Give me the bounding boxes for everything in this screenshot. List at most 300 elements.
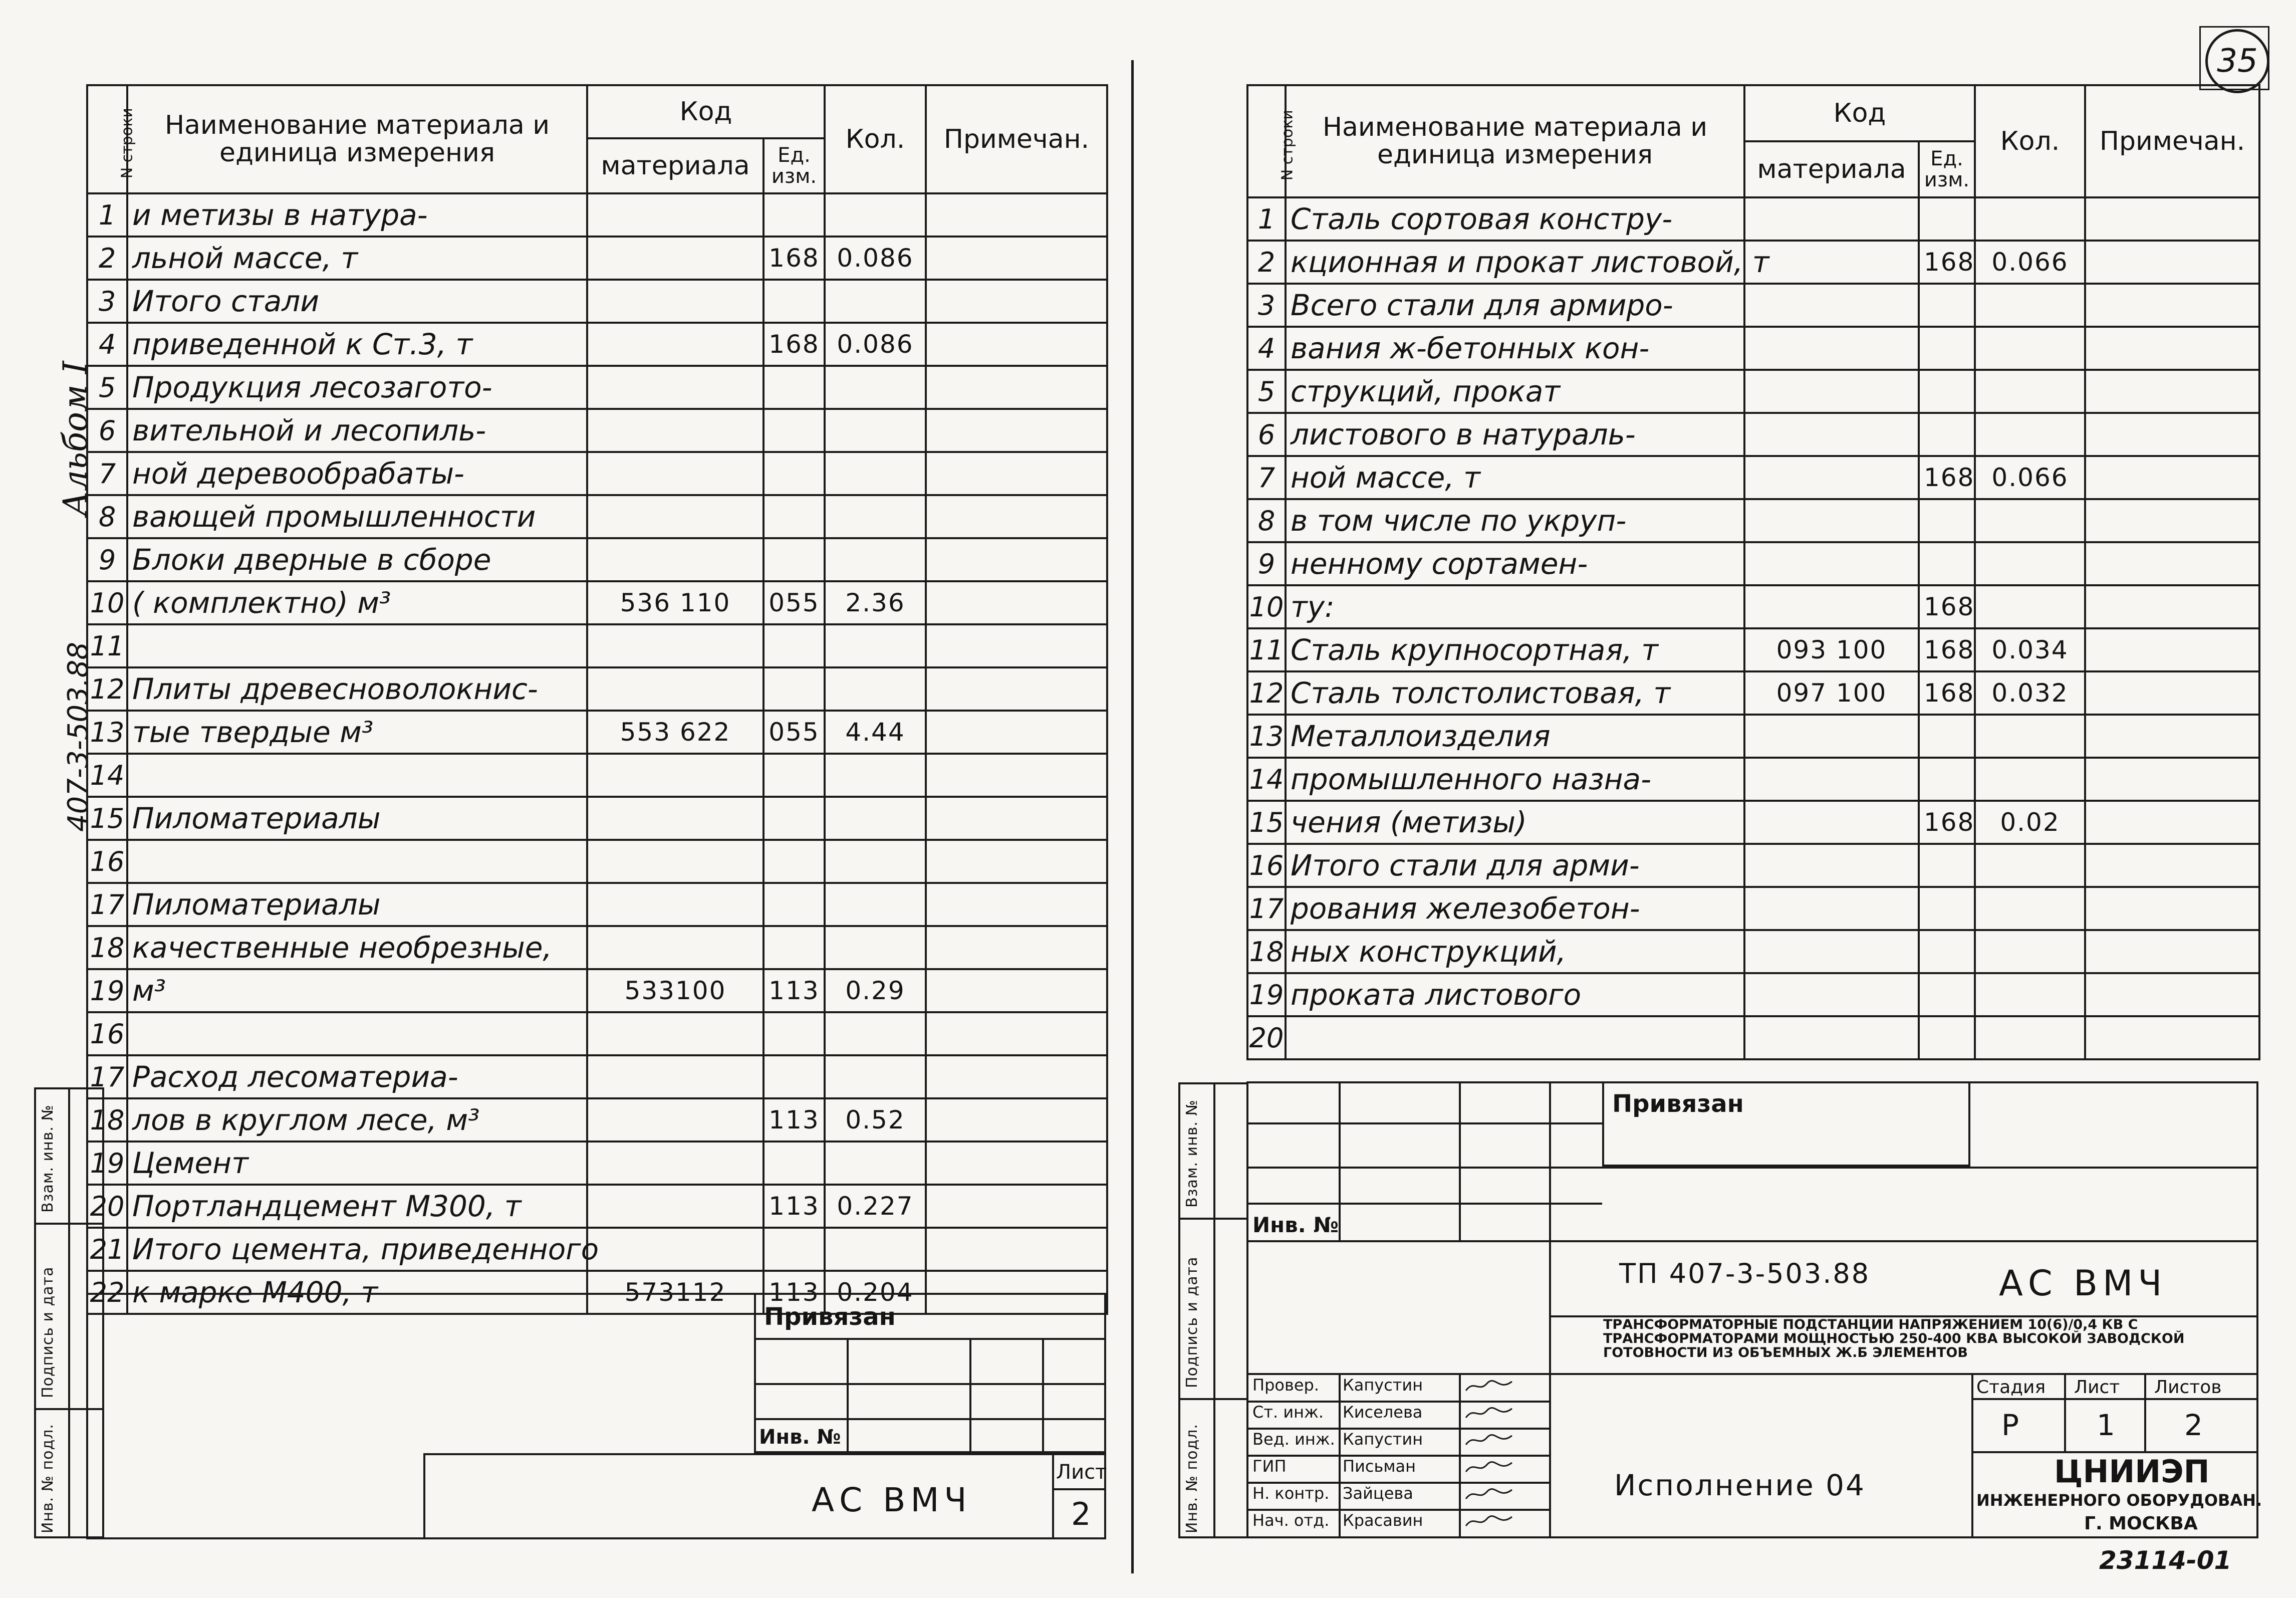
row-note xyxy=(926,538,1107,581)
right-spec-table xyxy=(1246,84,2260,1060)
table-row xyxy=(1247,715,2259,758)
table-row xyxy=(1247,887,2259,930)
row-note xyxy=(926,1142,1107,1185)
row-number: 18 xyxy=(87,1098,127,1142)
row-unit xyxy=(763,926,825,969)
page-number-frame xyxy=(2199,26,2269,90)
row-qty xyxy=(1975,413,2085,456)
right-stamp-org-divider xyxy=(1971,1453,1973,1538)
row-qty: 0.086 xyxy=(825,323,926,366)
row-unit xyxy=(763,1142,825,1185)
table-row xyxy=(87,711,1107,754)
table-row xyxy=(87,237,1107,280)
row-number: 19 xyxy=(1247,973,1286,1016)
row-unit xyxy=(763,538,825,581)
right-stamp-org-2: ИНЖЕНЕРНОГО ОБОРУДОВАН. xyxy=(1976,1491,2262,1510)
row-note xyxy=(2085,887,2259,930)
left-stamp-vline-1 xyxy=(847,1338,849,1453)
right-stamp-privyazan: Привязан xyxy=(1612,1090,1744,1118)
row-unit xyxy=(763,495,825,538)
row-name: Портландцемент М300, т xyxy=(127,1185,587,1228)
row-code xyxy=(1744,1016,1919,1059)
row-number: 3 xyxy=(87,280,127,323)
row-code xyxy=(587,1098,763,1142)
row-code xyxy=(1744,327,1919,370)
row-unit: 113 xyxy=(763,1098,825,1142)
row-qty xyxy=(1975,197,2085,241)
row-number: 12 xyxy=(1247,671,1286,715)
table-row xyxy=(1247,499,2259,542)
row-note xyxy=(926,495,1107,538)
row-unit: 168 xyxy=(1919,671,1975,715)
row-unit xyxy=(763,1055,825,1098)
row-qty xyxy=(1975,758,2085,801)
row-note xyxy=(926,926,1107,969)
row-code xyxy=(587,926,763,969)
row-note xyxy=(926,323,1107,366)
row-unit xyxy=(1919,715,1975,758)
right-stamp-h-4 xyxy=(1246,1240,2258,1242)
row-unit: 113 xyxy=(763,1185,825,1228)
row-qty: 0.227 xyxy=(825,1185,926,1228)
table-row xyxy=(87,452,1107,495)
row-unit: 113 xyxy=(763,1271,825,1314)
right-stamp-stage-line xyxy=(1971,1398,2258,1400)
row-qty xyxy=(825,193,926,237)
table-row xyxy=(87,538,1107,581)
right-stamp-org-1: ЦНИИЭП xyxy=(2054,1453,2210,1490)
row-qty: 0.086 xyxy=(825,237,926,280)
left-stamp-sheet-divider xyxy=(1052,1453,1054,1539)
stamp-person: Письман xyxy=(1343,1457,1416,1476)
right-stamp-org-3: Г. МОСКВА xyxy=(2084,1513,2198,1534)
row-code xyxy=(1744,370,1919,413)
row-number: 6 xyxy=(1247,413,1286,456)
row-code xyxy=(587,1185,763,1228)
row-code xyxy=(1744,456,1919,499)
row-number: 2 xyxy=(87,237,127,280)
row-number: 14 xyxy=(1247,758,1286,801)
row-qty xyxy=(825,840,926,883)
row-note xyxy=(2085,327,2259,370)
signature-mark xyxy=(1464,1432,1514,1449)
row-qty xyxy=(825,667,926,711)
row-name xyxy=(127,1012,587,1055)
table-row xyxy=(87,1055,1107,1098)
row-number: 19 xyxy=(87,969,127,1012)
row-number: 10 xyxy=(1247,585,1286,628)
row-name: приведенной к Ст.3, т xyxy=(127,323,587,366)
left-stamp-title-block xyxy=(423,1453,1106,1539)
row-qty: 0.29 xyxy=(825,969,926,1012)
row-name: Итого цемента, приведенного xyxy=(127,1228,587,1271)
row-name: Расход лесоматериа- xyxy=(127,1055,587,1098)
right-stamp-variant: Исполнение 04 xyxy=(1614,1468,1866,1502)
row-note xyxy=(926,1098,1107,1142)
row-name: Всего стали для армиро- xyxy=(1286,284,1744,327)
left-stamp-privyazan: Привязан xyxy=(764,1303,896,1331)
row-qty xyxy=(1975,284,2085,327)
row-code xyxy=(1744,844,1919,887)
row-name: Блоки дверные в сборе xyxy=(127,538,587,581)
table-row xyxy=(1247,327,2259,370)
right-stamp-inv-no: Инв. № xyxy=(1252,1213,1339,1237)
table-row xyxy=(87,840,1107,883)
row-number: 10 xyxy=(87,581,127,624)
row-code xyxy=(587,1142,763,1185)
row-code xyxy=(587,797,763,840)
row-unit xyxy=(763,624,825,667)
stamp-person: Зайцева xyxy=(1343,1484,1413,1503)
row-unit xyxy=(1919,499,1975,542)
left-stamp-sheet: 2 xyxy=(1071,1496,1091,1532)
row-number: 8 xyxy=(1247,499,1286,542)
row-name: Сталь крупносортная, т xyxy=(1286,628,1744,671)
row-note xyxy=(2085,801,2259,844)
row-unit xyxy=(1919,1016,1975,1059)
left-margin-album: Альбом I xyxy=(56,361,95,516)
row-unit xyxy=(763,452,825,495)
row-code xyxy=(587,754,763,797)
row-number: 13 xyxy=(1247,715,1286,758)
right-stamp-stage-v-2 xyxy=(2144,1373,2146,1453)
right-stamp-title: ТРАНСФОРМАТОРНЫЕ ПОДСТАНЦИИ НАПРЯЖЕНИЕМ 10(6)/0,4 КВ С ТРАНСФОРМАТОРАМИ МОЩНОСТЬЮ 250-400 КВА ВЫСОКОЙ ЗАВОДСКОЙ ГОТОВНОСТИ ИЗ ОБЪЕМНЫХ Ж.Б ЭЛЕМЕНТОВ xyxy=(1603,1317,2185,1360)
row-name: к марке М400, т xyxy=(127,1271,587,1314)
row-number: 21 xyxy=(87,1228,127,1271)
row-code xyxy=(1744,801,1919,844)
row-name: м³ xyxy=(127,969,587,1012)
row-qty xyxy=(825,366,926,409)
row-qty xyxy=(1975,973,2085,1016)
row-qty: 4.44 xyxy=(825,711,926,754)
r-col-header-name: Наименование материала и единица измерения xyxy=(1286,85,1744,197)
row-code: 097 100 xyxy=(1744,671,1919,715)
table-row xyxy=(87,366,1107,409)
right-stamp-doc-no: ТП 407-3-503.88 xyxy=(1619,1258,1871,1289)
table-row xyxy=(87,280,1107,323)
row-name: ( комплектно) м³ xyxy=(127,581,587,624)
stamp-person: Капустин xyxy=(1343,1376,1423,1395)
row-qty xyxy=(1975,499,2085,542)
col-header-qty: Кол. xyxy=(825,85,926,193)
row-number: 18 xyxy=(87,926,127,969)
stamp-person: Капустин xyxy=(1343,1430,1423,1449)
row-code xyxy=(587,280,763,323)
right-side-label-inv: Инв. № подл. xyxy=(1183,1424,1201,1533)
table-row xyxy=(1247,844,2259,887)
right-stamp-stage-label: Стадия xyxy=(1976,1377,2046,1398)
row-code: 573112 xyxy=(587,1271,763,1314)
row-number: 4 xyxy=(1247,327,1286,370)
table-row xyxy=(87,1185,1107,1228)
row-note xyxy=(926,711,1107,754)
stamp-role: Вед. инж. xyxy=(1252,1430,1335,1449)
row-name: вающей промышленности xyxy=(127,495,587,538)
row-qty xyxy=(825,1012,926,1055)
row-number: 16 xyxy=(1247,844,1286,887)
row-note xyxy=(926,840,1107,883)
row-qty xyxy=(1975,930,2085,973)
row-note xyxy=(2085,284,2259,327)
row-note xyxy=(926,581,1107,624)
row-number: 9 xyxy=(87,538,127,581)
table-row xyxy=(1247,456,2259,499)
table-row xyxy=(87,883,1107,926)
row-number: 19 xyxy=(87,1142,127,1185)
row-name: ту: xyxy=(1286,585,1744,628)
row-code xyxy=(1744,284,1919,327)
row-note xyxy=(926,1228,1107,1271)
row-code xyxy=(1744,413,1919,456)
row-code xyxy=(587,495,763,538)
row-unit xyxy=(1919,844,1975,887)
row-number: 20 xyxy=(1247,1016,1286,1059)
row-code xyxy=(587,452,763,495)
row-qty xyxy=(825,1228,926,1271)
table-row xyxy=(1247,284,2259,327)
right-stamp-code: АС ВМЧ xyxy=(1999,1263,2167,1304)
row-note xyxy=(2085,456,2259,499)
row-note xyxy=(2085,844,2259,887)
row-note xyxy=(926,667,1107,711)
row-unit xyxy=(1919,413,1975,456)
row-unit xyxy=(763,883,825,926)
row-note xyxy=(2085,499,2259,542)
row-qty xyxy=(1975,370,2085,413)
row-note xyxy=(2085,758,2259,801)
archive-number: 23114-01 xyxy=(2099,1546,2232,1575)
row-number: 16 xyxy=(87,1012,127,1055)
right-stamp-h-2 xyxy=(1246,1167,2258,1169)
row-number: 20 xyxy=(87,1185,127,1228)
stamp-role: Н. контр. xyxy=(1252,1484,1330,1503)
left-stamp-vline-2 xyxy=(969,1338,971,1453)
signature-mark xyxy=(1464,1486,1514,1503)
row-note xyxy=(2085,241,2259,284)
stamp-person: Киселева xyxy=(1343,1403,1423,1422)
row-name: лов в круглом лесе, м³ xyxy=(127,1098,587,1142)
row-name: Сталь толстолистовая, т xyxy=(1286,671,1744,715)
r-col-header-code: Код xyxy=(1744,85,1975,141)
row-number: 9 xyxy=(1247,542,1286,585)
stamp-role: Ст. инж. xyxy=(1252,1403,1324,1422)
table-row xyxy=(87,193,1107,237)
row-qty xyxy=(825,754,926,797)
row-unit xyxy=(763,840,825,883)
row-note xyxy=(926,193,1107,237)
right-stamp-sheets-label: Листов xyxy=(2154,1377,2222,1398)
row-unit: 055 xyxy=(763,711,825,754)
row-qty: 0.52 xyxy=(825,1098,926,1142)
row-name xyxy=(1286,1016,1744,1059)
row-code xyxy=(587,840,763,883)
left-stamp-code: АС ВМЧ xyxy=(812,1481,972,1519)
row-name: чения (метизы) xyxy=(1286,801,1744,844)
row-number: 5 xyxy=(87,366,127,409)
row-name xyxy=(127,840,587,883)
row-note xyxy=(2085,542,2259,585)
row-unit: 168 xyxy=(1919,628,1975,671)
row-qty xyxy=(825,1142,926,1185)
row-code xyxy=(587,1228,763,1271)
row-note xyxy=(926,1012,1107,1055)
row-qty xyxy=(1975,844,2085,887)
row-unit xyxy=(1919,327,1975,370)
signature-mark xyxy=(1464,1405,1514,1422)
row-number: 22 xyxy=(87,1271,127,1314)
row-qty xyxy=(825,797,926,840)
row-code xyxy=(587,883,763,926)
row-qty: 2.36 xyxy=(825,581,926,624)
row-name: ной массе, т xyxy=(1286,456,1744,499)
table-row xyxy=(87,581,1107,624)
stamp-person: Красавин xyxy=(1343,1511,1423,1530)
col-header-row-no: N строки xyxy=(87,85,127,193)
row-qty xyxy=(825,280,926,323)
table-row xyxy=(1247,197,2259,241)
row-note xyxy=(2085,671,2259,715)
table-row xyxy=(87,1012,1107,1055)
row-code xyxy=(1744,758,1919,801)
row-note xyxy=(926,409,1107,452)
row-note xyxy=(2085,715,2259,758)
row-number: 12 xyxy=(87,667,127,711)
row-code xyxy=(587,193,763,237)
row-unit xyxy=(763,193,825,237)
right-side-stamp-div-1 xyxy=(1178,1218,1248,1220)
table-row xyxy=(87,969,1107,1012)
left-stamp-sheet-label: Лист xyxy=(1056,1461,1107,1484)
row-unit xyxy=(1919,284,1975,327)
row-number: 2 xyxy=(1247,241,1286,284)
r-col-header-note: Примечан. xyxy=(2085,85,2259,197)
row-code: 553 622 xyxy=(587,711,763,754)
row-qty xyxy=(1975,887,2085,930)
left-margin-project: 407-3-503.88 xyxy=(62,642,95,832)
row-qty xyxy=(825,883,926,926)
row-note xyxy=(926,1185,1107,1228)
table-row xyxy=(87,624,1107,667)
row-unit: 168 xyxy=(1919,456,1975,499)
col-header-code-material: материала xyxy=(587,138,763,193)
table-row xyxy=(1247,801,2259,844)
row-name: ных конструкций, xyxy=(1286,930,1744,973)
row-unit: 055 xyxy=(763,581,825,624)
table-row xyxy=(1247,241,2259,284)
row-code xyxy=(587,1012,763,1055)
row-code xyxy=(587,409,763,452)
row-code xyxy=(587,1055,763,1098)
table-row xyxy=(1247,973,2259,1016)
row-qty: 0.066 xyxy=(1975,456,2085,499)
row-unit: 168 xyxy=(1919,585,1975,628)
row-qty xyxy=(1975,1016,2085,1059)
row-code xyxy=(1744,715,1919,758)
row-number: 6 xyxy=(87,409,127,452)
signature-mark xyxy=(1464,1513,1514,1530)
row-unit xyxy=(1919,930,1975,973)
row-code xyxy=(1744,241,1919,284)
col-header-code: Код xyxy=(587,85,825,138)
row-note xyxy=(926,624,1107,667)
row-qty xyxy=(1975,542,2085,585)
row-number: 7 xyxy=(87,452,127,495)
row-unit xyxy=(763,409,825,452)
row-name: проката листового xyxy=(1286,973,1744,1016)
right-stamp-v-1 xyxy=(1339,1081,1341,1242)
right-side-stamp-div-2 xyxy=(1178,1398,1248,1400)
right-stamp-stage-v-1 xyxy=(2064,1373,2066,1453)
row-number: 11 xyxy=(1247,628,1286,671)
right-side-label-sign: Подпись и дата xyxy=(1183,1256,1201,1388)
row-number: 17 xyxy=(87,1055,127,1098)
table-row xyxy=(1247,542,2259,585)
row-code xyxy=(1744,542,1919,585)
row-code xyxy=(1744,973,1919,1016)
row-note xyxy=(926,366,1107,409)
row-number: 17 xyxy=(1247,887,1286,930)
r-col-header-code-material: материала xyxy=(1744,141,1919,197)
row-name: промышленного назна- xyxy=(1286,758,1744,801)
row-note xyxy=(2085,370,2259,413)
row-number: 16 xyxy=(87,840,127,883)
row-name: Итого стали xyxy=(127,280,587,323)
table-row xyxy=(1247,413,2259,456)
table-row xyxy=(1247,758,2259,801)
signature-mark xyxy=(1464,1378,1514,1395)
row-code xyxy=(587,538,763,581)
row-note xyxy=(2085,628,2259,671)
table-row xyxy=(87,797,1107,840)
row-name: льной массе, т xyxy=(127,237,587,280)
row-code xyxy=(587,237,763,280)
row-code xyxy=(587,624,763,667)
table-row xyxy=(1247,1016,2259,1059)
table-row xyxy=(87,495,1107,538)
sheet-divider xyxy=(1131,60,1134,1573)
row-name: кционная и прокат листовой, т xyxy=(1286,241,1744,284)
col-header-code-unit: Ед. изм. xyxy=(763,138,825,193)
row-qty xyxy=(825,926,926,969)
row-name: Металлоизделия xyxy=(1286,715,1744,758)
right-stamp-stage: Р xyxy=(2001,1408,2019,1442)
row-note xyxy=(926,969,1107,1012)
page-number: 35 xyxy=(2217,43,2258,80)
row-number: 15 xyxy=(87,797,127,840)
row-unit xyxy=(763,667,825,711)
row-note xyxy=(2085,973,2259,1016)
row-code xyxy=(1744,197,1919,241)
row-note xyxy=(2085,930,2259,973)
row-unit xyxy=(763,280,825,323)
row-number: 1 xyxy=(1247,197,1286,241)
row-number: 13 xyxy=(87,711,127,754)
row-number: 17 xyxy=(87,883,127,926)
row-code: 536 110 xyxy=(587,581,763,624)
table-row xyxy=(87,409,1107,452)
row-qty xyxy=(1975,585,2085,628)
left-side-label-sign: Подпись и дата xyxy=(39,1266,57,1398)
row-code xyxy=(587,366,763,409)
row-qty: 0.034 xyxy=(1975,628,2085,671)
table-row xyxy=(1247,628,2259,671)
row-number: 5 xyxy=(1247,370,1286,413)
stamp-role: Нач. отд. xyxy=(1252,1511,1330,1530)
table-row xyxy=(87,754,1107,797)
row-unit: 168 xyxy=(763,323,825,366)
row-unit xyxy=(763,754,825,797)
left-stamp-inv-no: Инв. № xyxy=(759,1426,841,1449)
